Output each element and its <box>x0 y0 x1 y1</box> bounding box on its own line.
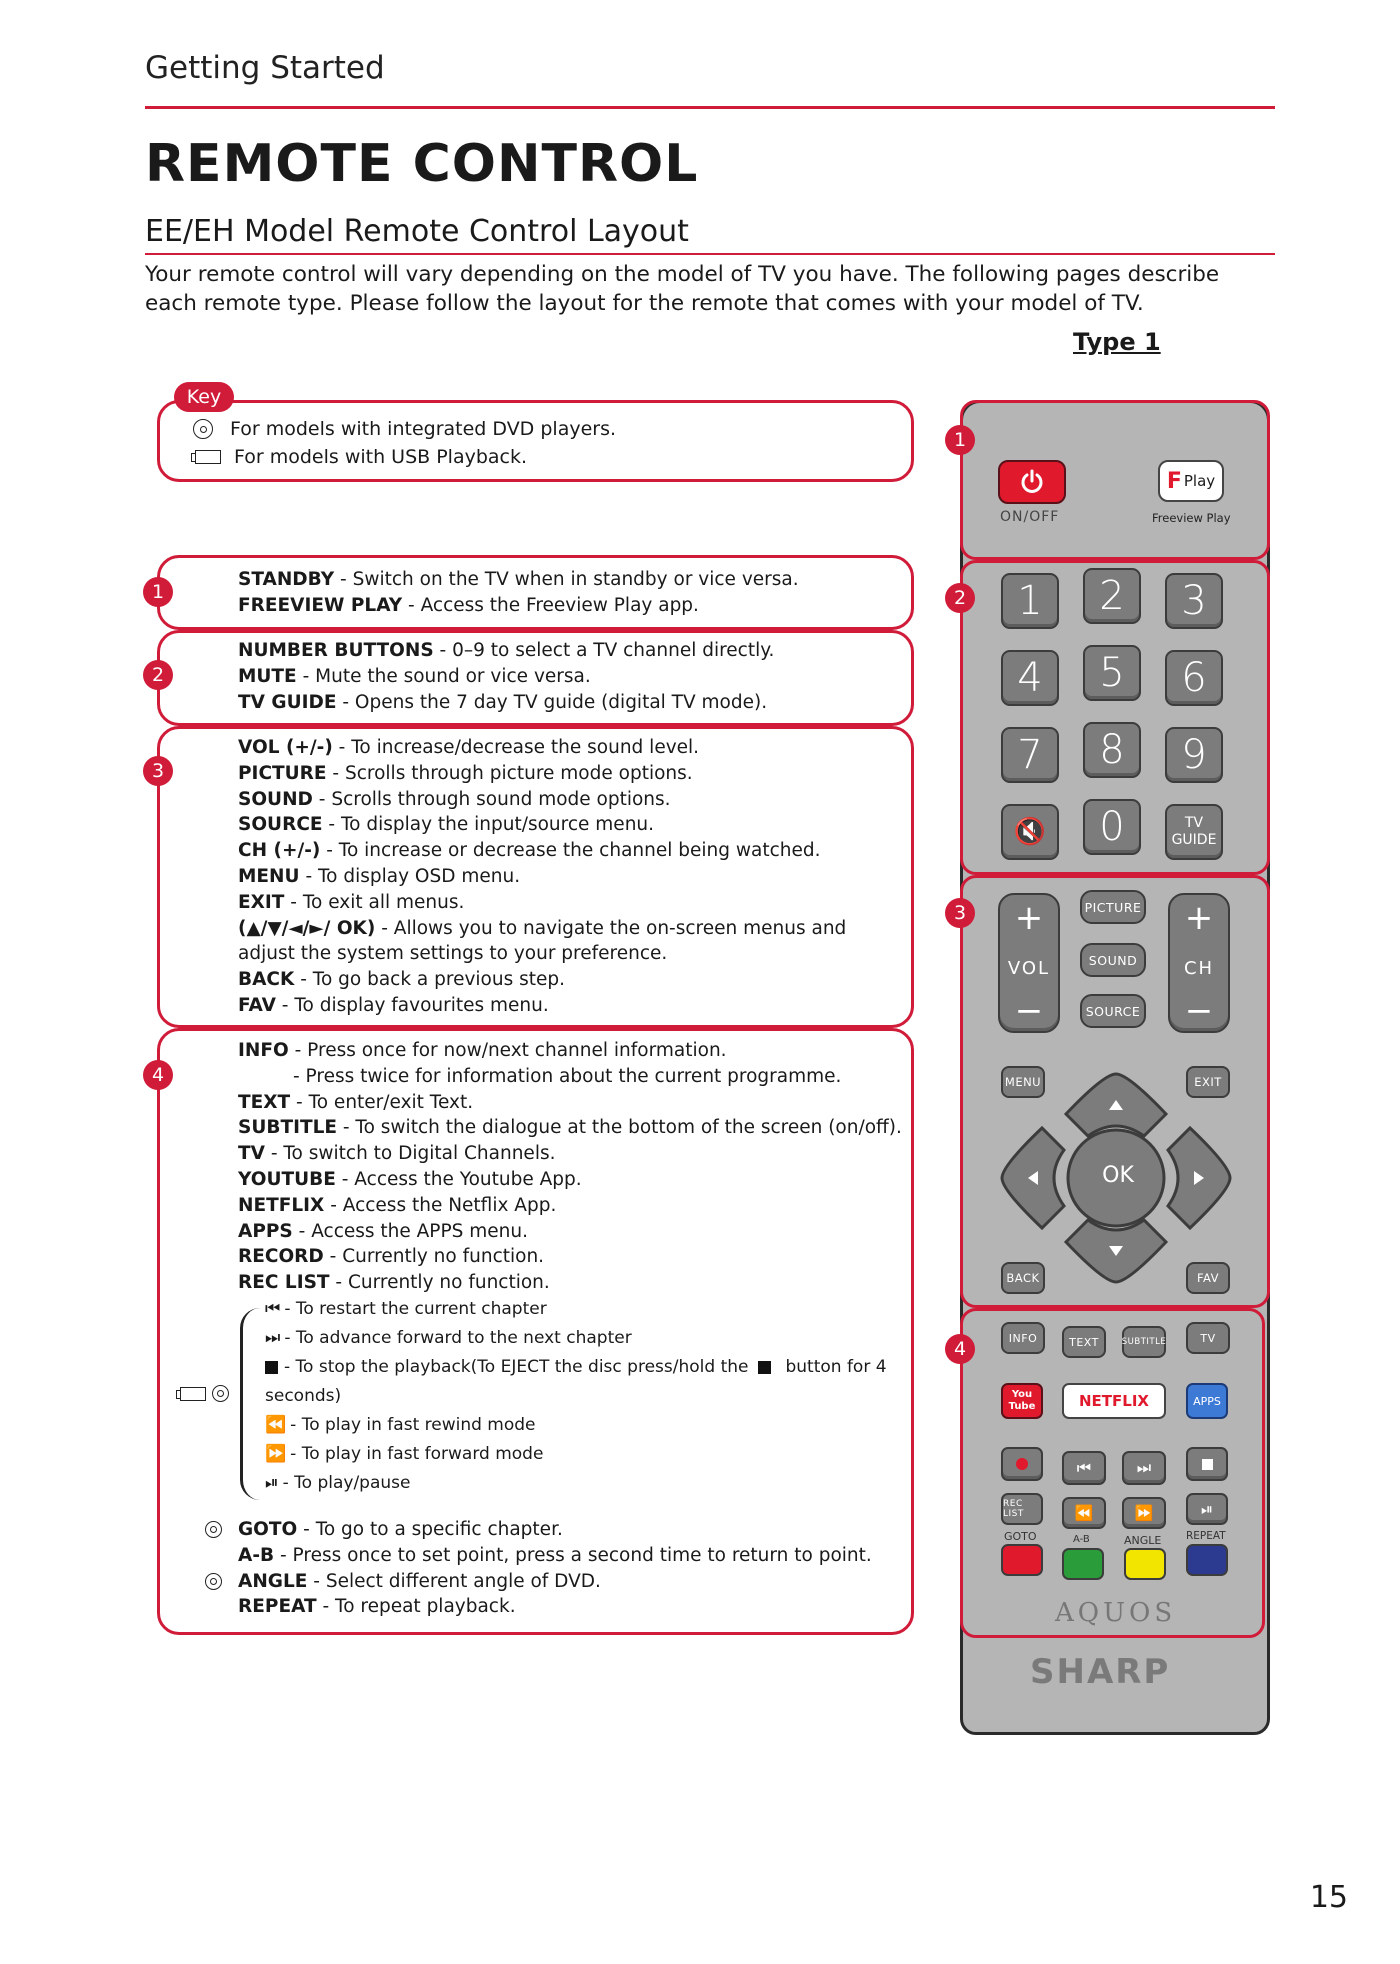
desc-line: A-B - Press once to set point, press a second time to return to point. <box>238 1544 872 1566</box>
menu-button[interactable]: MENU <box>1001 1066 1045 1098</box>
desc-line: RECORD - Currently no function. <box>238 1246 545 1268</box>
skip-back-icon: ⏮ <box>1076 1458 1092 1477</box>
disc-icon <box>205 1521 222 1538</box>
section-3-text <box>238 735 893 1019</box>
usb-icon <box>180 1387 206 1401</box>
media-line: ⏩ - To play in fast forward mode <box>265 1440 887 1469</box>
number-9-button[interactable]: 9 <box>1165 727 1223 783</box>
netflix-button[interactable]: NETFLIX <box>1062 1383 1166 1419</box>
power-button[interactable] <box>998 460 1066 504</box>
desc-line: - Press twice for information about the current programme. <box>293 1065 842 1087</box>
skip-forward-icon: ⏭ <box>265 1328 281 1348</box>
info-button[interactable]: INFO <box>1001 1322 1045 1354</box>
sharp-logo: SHARP <box>1030 1652 1171 1692</box>
intro-paragraph: Your remote control will vary depending on the model of TV you have. The following pages describe each remote type. Please follow the layout for the remote that comes with your model of TV. <box>145 262 1220 316</box>
fast-forward-button[interactable] <box>1122 1497 1166 1529</box>
youtube-button[interactable]: You Tube <box>1001 1383 1043 1419</box>
disc-icon <box>212 1385 229 1402</box>
number-3-button[interactable]: 3 <box>1165 573 1223 629</box>
power-icon <box>1019 469 1045 495</box>
section-4-badge: 4 <box>143 1060 173 1090</box>
section-4-text <box>238 1038 902 1296</box>
remote-badge-2: 2 <box>945 583 975 613</box>
picture-button[interactable]: PICTURE <box>1080 890 1146 924</box>
key-dvd-text: For models with integrated DVD players. <box>230 418 617 440</box>
red-button[interactable] <box>1001 1544 1043 1576</box>
play-pause-icon: ⏯ <box>265 1473 279 1493</box>
desc-nav-line: (▲/▼/◄/►/ OK) - Allows you to navigate the on-screen menus and adjust the system settings to your preference. <box>238 917 847 965</box>
desc-line: INFO - Press once for now/next channel information. <box>238 1040 727 1061</box>
desc-line: MENU - To display OSD menu. <box>238 865 521 887</box>
desc-line: TEXT - To enter/exit Text. <box>238 1091 474 1113</box>
disc-icon <box>193 419 213 439</box>
tv-guide-button[interactable]: TV GUIDE <box>1165 804 1223 860</box>
desc-line: PICTURE - Scrolls through picture mode options. <box>238 762 693 784</box>
number-8-button[interactable]: 8 <box>1083 722 1141 778</box>
desc-line: GOTO - To go to a specific chapter. <box>238 1519 563 1540</box>
section-1-text <box>238 567 799 619</box>
remote-badge-3: 3 <box>945 898 975 928</box>
ok-label: OK <box>1102 1163 1134 1188</box>
number-0-button[interactable]: 0 <box>1083 799 1141 855</box>
page-number: 15 <box>1309 1880 1348 1915</box>
desc-line: SOURCE - To display the input/source menu. <box>238 814 655 836</box>
desc-line: REPEAT - To repeat playback. <box>238 1596 516 1618</box>
desc-line: NETFLIX - Access the Netflix App. <box>238 1194 557 1216</box>
vol-rocker[interactable]: + VOL − <box>998 893 1060 1033</box>
on-off-label: ON/OFF <box>1000 509 1060 525</box>
angle-label: ANGLE <box>1124 1534 1162 1547</box>
rewind-icon: ⏪ <box>1074 1504 1094 1522</box>
media-key-icons <box>180 1385 229 1402</box>
number-2-button[interactable]: 2 <box>1083 568 1141 624</box>
desc-line: STANDBY - Switch on the TV when in standby or vice versa. <box>238 569 799 590</box>
desc-line: TV GUIDE - Opens the 7 day TV guide (digital TV mode). <box>238 691 768 713</box>
key-usb-row <box>193 446 527 468</box>
media-line: ⏪ - To play in fast rewind mode <box>265 1411 887 1440</box>
stop-icon <box>758 1361 771 1374</box>
freeview-f-icon: F <box>1166 468 1182 494</box>
stop-button[interactable] <box>1186 1447 1228 1481</box>
vol-up-icon: + <box>1014 898 1044 938</box>
rewind-button[interactable] <box>1062 1497 1106 1529</box>
section-2-text <box>238 638 774 715</box>
play-pause-icon: ⏯ <box>1200 1500 1213 1518</box>
key-usb-text: For models with USB Playback. <box>234 446 528 468</box>
disc-icon <box>205 1573 222 1590</box>
fast-forward-icon: ⏩ <box>1134 1504 1154 1522</box>
ch-down-icon: − <box>1184 991 1214 1031</box>
number-1-button[interactable]: 1 <box>1001 573 1059 629</box>
skip-back-icon: ⏮ <box>265 1299 281 1319</box>
section-2-badge: 2 <box>143 660 173 690</box>
tv-button[interactable]: TV <box>1186 1322 1230 1354</box>
goto-label: GOTO <box>1004 1530 1037 1543</box>
number-6-button[interactable]: 6 <box>1165 650 1223 706</box>
desc-line: EXIT - To exit all menus. <box>238 891 465 913</box>
skip-forward-icon: ⏭ <box>1136 1458 1152 1477</box>
stop-icon <box>1202 1459 1213 1470</box>
ch-up-icon: + <box>1184 898 1214 938</box>
desc-line: FREEVIEW PLAY - Access the Freeview Play app. <box>238 594 699 616</box>
remote-badge-4: 4 <box>945 1334 975 1364</box>
desc-line: BACK - To go back a previous step. <box>238 969 566 991</box>
repeat-label: REPEAT <box>1186 1530 1226 1542</box>
desc-line: APPS - Access the APPS menu. <box>238 1220 528 1242</box>
media-line: - To stop the playback(To EJECT the disc press/hold the button for 4 <box>265 1353 887 1382</box>
text-button[interactable]: TEXT <box>1062 1326 1106 1358</box>
key-tab: Key <box>174 382 234 412</box>
back-button[interactable]: BACK <box>1001 1262 1045 1294</box>
page-title: REMOTE CONTROL <box>145 134 699 194</box>
blue-button[interactable] <box>1186 1544 1228 1576</box>
remote-badge-1: 1 <box>945 425 975 455</box>
mute-button[interactable] <box>1001 804 1059 860</box>
freeview-play-button[interactable]: F Play <box>1158 460 1224 502</box>
media-brace <box>240 1308 262 1500</box>
dvd-lines <box>238 1517 872 1620</box>
vol-down-icon: − <box>1014 991 1044 1031</box>
desc-line: YOUTUBE - Access the Youtube App. <box>238 1168 582 1190</box>
desc-line: CH (+/-) - To increase or decrease the channel being watched. <box>238 840 821 862</box>
exit-button[interactable]: EXIT <box>1186 1066 1230 1098</box>
record-button[interactable] <box>1001 1447 1043 1481</box>
next-chapter-button[interactable] <box>1122 1451 1166 1485</box>
rec-list-button[interactable]: REC LIST <box>1001 1493 1043 1525</box>
green-button[interactable] <box>1062 1548 1104 1580</box>
stop-icon <box>265 1361 278 1374</box>
record-icon <box>1016 1458 1028 1470</box>
media-line: ⏭ - To advance forward to the next chapter <box>265 1324 887 1353</box>
desc-line: TV - To switch to Digital Channels. <box>238 1143 556 1165</box>
aquos-logo: AQUOS <box>1055 1598 1177 1628</box>
key-box <box>157 400 914 482</box>
section-3-badge: 3 <box>143 756 173 786</box>
source-button[interactable]: SOURCE <box>1080 994 1146 1028</box>
number-7-button[interactable]: 7 <box>1001 727 1059 783</box>
number-4-button[interactable]: 4 <box>1001 650 1059 706</box>
type-label: Type 1 <box>1073 328 1161 356</box>
usb-icon <box>195 450 221 464</box>
freeview-play-label: Freeview Play <box>1152 511 1231 525</box>
play-pause-button[interactable] <box>1186 1493 1228 1525</box>
desc-line: REC LIST - Currently no function. <box>238 1272 550 1294</box>
subsection-title: EE/EH Model Remote Control Layout <box>145 214 689 249</box>
media-line: ⏯ - To play/pause <box>265 1469 887 1498</box>
fast-forward-icon: ⏩ <box>265 1444 287 1464</box>
sound-button[interactable]: SOUND <box>1080 943 1146 977</box>
desc-line: SUBTITLE - To switch the dialogue at the bottom of the screen (on/off). <box>238 1117 902 1139</box>
desc-line: VOL (+/-) - To increase/decrease the sound level. <box>238 737 700 758</box>
media-line: seconds) <box>265 1386 342 1406</box>
desc-line: NUMBER BUTTONS - 0–9 to select a TV channel directly. <box>238 640 775 661</box>
section-1-badge: 1 <box>143 577 173 607</box>
mute-icon: 🔇 <box>1013 817 1047 847</box>
key-dvd-row <box>193 418 616 440</box>
ab-label: A-B <box>1073 1534 1090 1545</box>
media-line: ⏮ - To restart the current chapter <box>265 1295 887 1324</box>
desc-line: FAV - To display favourites menu. <box>238 994 549 1016</box>
section-title: Getting Started <box>145 50 385 86</box>
media-list <box>265 1295 887 1498</box>
number-5-button[interactable]: 5 <box>1083 645 1141 701</box>
fav-button[interactable]: FAV <box>1186 1262 1230 1294</box>
desc-line: MUTE - Mute the sound or vice versa. <box>238 665 591 687</box>
header-rule <box>145 106 1275 109</box>
apps-button[interactable]: APPS <box>1186 1383 1228 1419</box>
ch-rocker[interactable]: + CH − <box>1168 893 1230 1033</box>
subtitle-rule <box>145 253 1275 255</box>
desc-line: SOUND - Scrolls through sound mode options. <box>238 788 671 810</box>
prev-chapter-button[interactable] <box>1062 1451 1106 1485</box>
desc-line: ANGLE - Select different angle of DVD. <box>238 1570 601 1592</box>
subtitle-button[interactable]: SUBTITLE <box>1122 1326 1166 1358</box>
rewind-icon: ⏪ <box>265 1415 287 1435</box>
yellow-button[interactable] <box>1124 1548 1166 1580</box>
